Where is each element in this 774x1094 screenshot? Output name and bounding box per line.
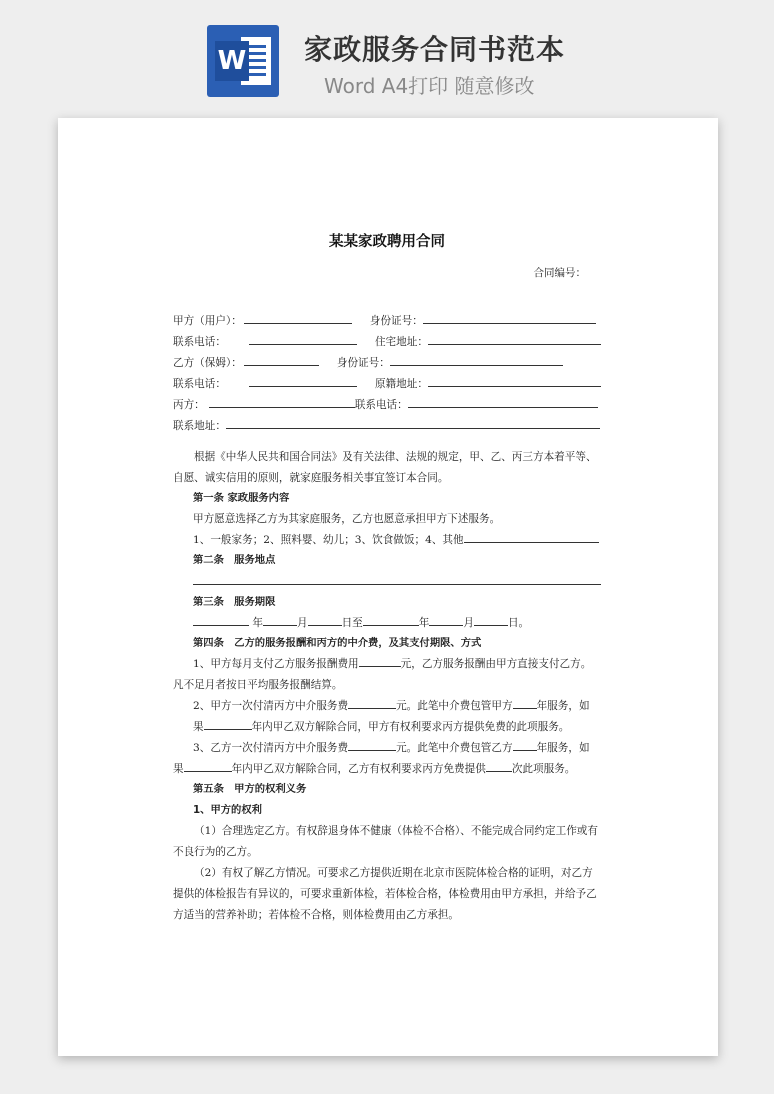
field-row-jia: 甲方（用户）： 身份证号： [173, 311, 596, 332]
section-4-title: 第四条 乙方的服务报酬和丙方的中介费，及其支付期限、方式 [193, 637, 482, 649]
blank[interactable] [513, 738, 537, 751]
blank[interactable] [390, 353, 563, 366]
section-4-item-1-cont: 凡不足月者按日平均服务报酬结算。 [173, 679, 343, 691]
blank[interactable] [486, 759, 512, 772]
blank[interactable] [408, 395, 598, 408]
section-4-item-2: 2、甲方一次付清丙方中介服务费 元。此笔中介费包管甲方 年服务，如 [193, 696, 590, 717]
section-3-dates: 年 月 日至 年 月 日。 [193, 613, 529, 634]
section-4-item-3-cont: 果 年内甲乙双方解除合同，乙方有权利要求丙方免费提供 次此项服务。 [173, 759, 575, 780]
blank[interactable] [428, 332, 601, 345]
document-title: 某某家政聘用合同 [329, 234, 445, 250]
section-4-item-2-cont: 果 年内甲乙双方解除合同，甲方有权利要求丙方提供免费的此项服务。 [193, 717, 569, 738]
blank[interactable] [348, 696, 396, 709]
section-3-title: 第三条 服务期限 [193, 596, 276, 608]
blank[interactable] [363, 613, 419, 626]
field-row-tel1: 联系电话： 住宅地址： [173, 332, 601, 353]
section-1-text: 甲方愿意选择乙方为其家庭服务，乙方也愿意承担甲方下述服务。 [193, 513, 501, 525]
blank[interactable] [474, 613, 508, 626]
blank-rule[interactable] [193, 584, 601, 585]
blank[interactable] [249, 332, 357, 345]
field-row-addr3: 联系地址： [173, 416, 600, 437]
blank[interactable] [184, 759, 232, 772]
section-1-title: 第一条 家政服务内容 [193, 492, 290, 504]
blank[interactable] [464, 530, 599, 543]
field-row-yi: 乙方（保姆）： 身份证号： [173, 353, 563, 374]
blank[interactable] [428, 374, 601, 387]
section-1-items: 1、一般家务；2、照料婴、幼儿；3、饮食做饭；4、其他 [193, 530, 599, 551]
page-title: 家政服务合同书范本 [304, 33, 566, 66]
section-5-subtitle: 1、甲方的权利 [193, 804, 262, 816]
section-4-item-3: 3、乙方一次付清丙方中介服务费 元。此笔中介费包管乙方 年服务，如 [193, 738, 590, 759]
intro-paragraph: 根据《中华人民共和国合同法》及有关法律、法规的规定，甲、乙、丙三方本着平等、自愿、诚实信用的原则，就家庭服务相关事宜签订本合同。 [173, 451, 597, 484]
blank[interactable] [359, 654, 401, 667]
blank[interactable] [204, 717, 252, 730]
document-page [58, 118, 718, 1056]
blank[interactable] [513, 696, 537, 709]
field-row-tel2: 联系电话： 原籍地址： [173, 374, 601, 395]
word-icon [207, 25, 279, 97]
blank[interactable] [244, 353, 319, 366]
blank[interactable] [423, 311, 596, 324]
page-subtitle: Word A4打印 随意修改 [324, 74, 535, 98]
section-4-item-1: 1、甲方每月支付乙方服务报酬费用 元，乙方服务报酬由甲方直接支付乙方。 [193, 654, 591, 675]
word-letter: W [215, 41, 249, 81]
blank[interactable] [226, 416, 600, 429]
blank[interactable] [209, 395, 355, 408]
field-row-bing: 丙方： 联系电话： [173, 395, 598, 416]
blank[interactable] [429, 613, 463, 626]
section-5-para-1: （1）合理选定乙方。有权辞退身体不健康（体检不合格）、不能完成合同约定工作或有不良行为的乙方。 [173, 825, 598, 858]
blank[interactable] [244, 311, 352, 324]
section-5-para-2: （2）有权了解乙方情况。可要求乙方提供近期在北京市医院体检合格的证明，对乙方提供的体检报告有异议的，可要求重新体检，若体检合格，体检费用由甲方承担，并给予乙方适当的营养补助；若体检不合格，则体检费用由乙方承担。 [173, 867, 597, 921]
section-5-title: 第五条 甲方的权利义务 [193, 783, 307, 795]
blank[interactable] [249, 374, 357, 387]
blank[interactable] [348, 738, 396, 751]
blank[interactable] [263, 613, 297, 626]
blank[interactable] [308, 613, 342, 626]
contract-number-label: 合同编号： [533, 267, 586, 279]
section-2-title: 第二条 服务地点 [193, 554, 276, 566]
blank[interactable] [193, 613, 249, 626]
